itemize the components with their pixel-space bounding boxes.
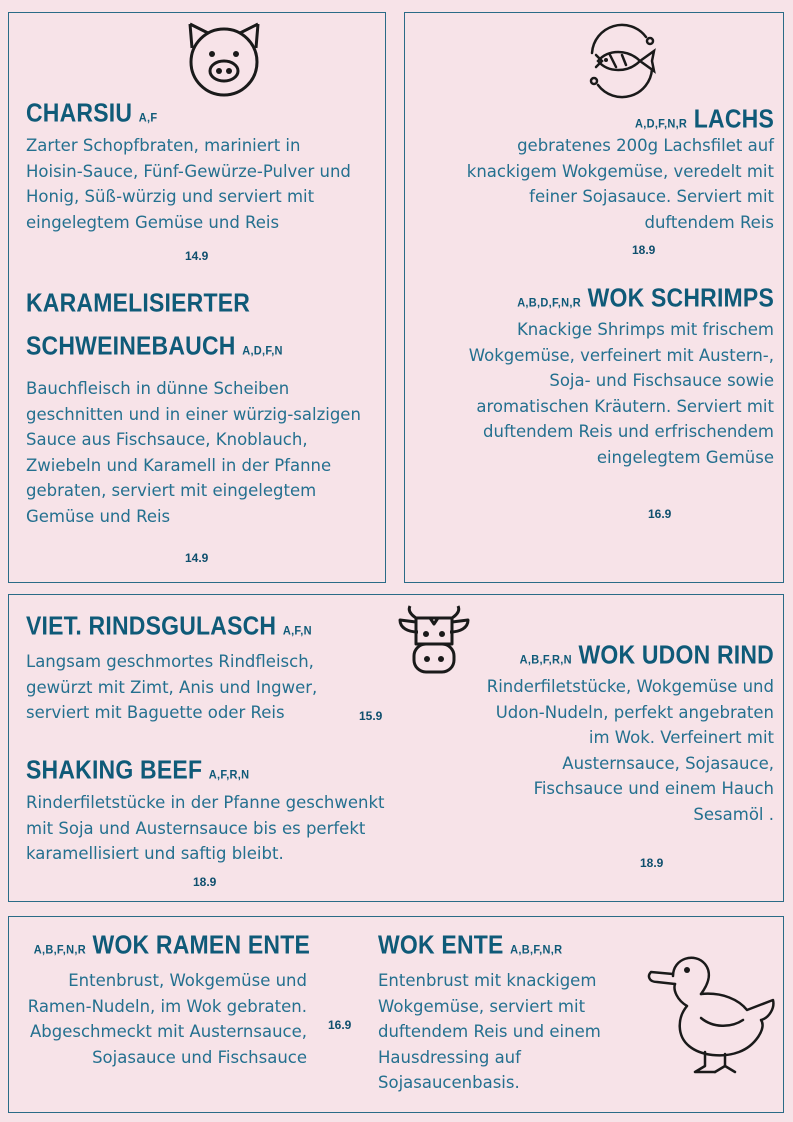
schrimps-description: Knackige Shrimps mit frischem Wokgemüse, verfeinert mit Austern-, Soja- und Fischsauce sowie aromatischen Kräutern. Serviert mit duftendem Reis und erfrischendem eingelegtem Gemüse <box>468 320 774 467</box>
charsiu-allergens: A,F <box>138 111 158 125</box>
schweinebauch-price: 14.9 <box>185 551 209 565</box>
duck-icon <box>643 948 783 1078</box>
shaking-beef-allergens: A,F,R,N <box>208 768 250 782</box>
pig-icon <box>176 18 272 98</box>
charsiu-title: CHARSIU A,F <box>26 97 158 127</box>
shaking-beef-description: Rinderfiletstücke in der Pfanne geschwenkt mit Soja und Austernsauce bis es perfekt karamellisiert und saftig bleibt. <box>26 793 385 863</box>
charsiu-price: 14.9 <box>185 249 209 263</box>
lachs-title: A,D,F,N,R LACHS <box>634 103 774 133</box>
cow-icon <box>396 604 472 676</box>
udon-title: A,B,F,R,N WOK UDON RIND <box>519 639 774 669</box>
schweinebauch-title-line2: SCHWEINEBAUCH A,D,F,N <box>26 330 283 360</box>
shaking-beef-title: SHAKING BEEF A,F,R,N <box>26 754 250 784</box>
ente-description: Entenbrust mit knackigem Wokgemüse, serviert mit duftendem Reis und einem Hausdressing auf Sojasaucenbasis. <box>378 971 601 1092</box>
lachs-price: 18.9 <box>632 243 656 257</box>
fish-icon <box>582 23 662 99</box>
schrimps-title: A,B,D,F,N,R WOK SCHRIMPS <box>517 282 774 312</box>
schweinebauch-title-line1: KARAMELISIERTER <box>26 287 251 317</box>
gulasch-allergens: A,F,N <box>282 624 312 638</box>
charsiu-description: Zarter Schopfbraten, mariniert in Hoisin-Sauce, Fünf-Gewürze-Pulver und Honig, Süß-würzig und serviert mit eingelegtem Gemüse und Reis <box>26 136 351 232</box>
udon-allergens: A,B,F,R,N <box>519 653 572 667</box>
schweinebauch-allergens: A,D,F,N <box>242 344 283 358</box>
lachs-description: gebratenes 200g Lachsfilet auf knackigem Wokgemüse, veredelt mit feiner Sojasauce. Serviert mit duftendem Reis <box>466 136 774 232</box>
lachs-allergens: A,D,F,N,R <box>634 117 688 131</box>
ramen-price: 16.9 <box>328 1018 352 1032</box>
gulasch-price: 15.9 <box>359 709 383 723</box>
ente-title: WOK ENTE A,B,F,N,R <box>378 929 563 959</box>
udon-price: 18.9 <box>640 856 664 870</box>
ente-allergens: A,B,F,N,R <box>510 943 563 957</box>
ramen-description: Entenbrust, Wokgemüse und Ramen-Nudeln, im Wok gebraten. Abgeschmeckt mit Austernsauce, Sojasauce und Fischsauce <box>27 971 307 1067</box>
schrimps-price: 16.9 <box>648 507 672 521</box>
shaking-beef-price: 18.9 <box>193 875 217 889</box>
ramen-allergens: A,B,F,N,R <box>33 943 86 957</box>
schweinebauch-description: Bauchfleisch in dünne Scheiben geschnitten und in einer würzig-salzigen Sauce aus Fischsauce, Knoblauch, Zwiebeln und Karamell in der Pfanne gebraten, serviert mit eingelegtem Gemüse und Reis <box>26 379 361 526</box>
gulasch-description: Langsam geschmortes Rindfleisch, gewürzt mit Zimt, Anis und Ingwer, serviert mit Baguette oder Reis <box>26 652 318 722</box>
gulasch-title: VIET. RINDSGULASCH A,F,N <box>26 610 312 640</box>
schrimps-allergens: A,B,D,F,N,R <box>517 296 581 310</box>
ramen-title: A,B,F,N,R WOK RAMEN ENTE <box>33 929 310 959</box>
udon-description: Rinderfiletstücke, Wokgemüse und Udon-Nudeln, perfekt angebraten im Wok. Verfeinert mit Austernsauce, Sojasauce, Fischsauce und einem Hauch Sesamöl . <box>486 677 774 824</box>
